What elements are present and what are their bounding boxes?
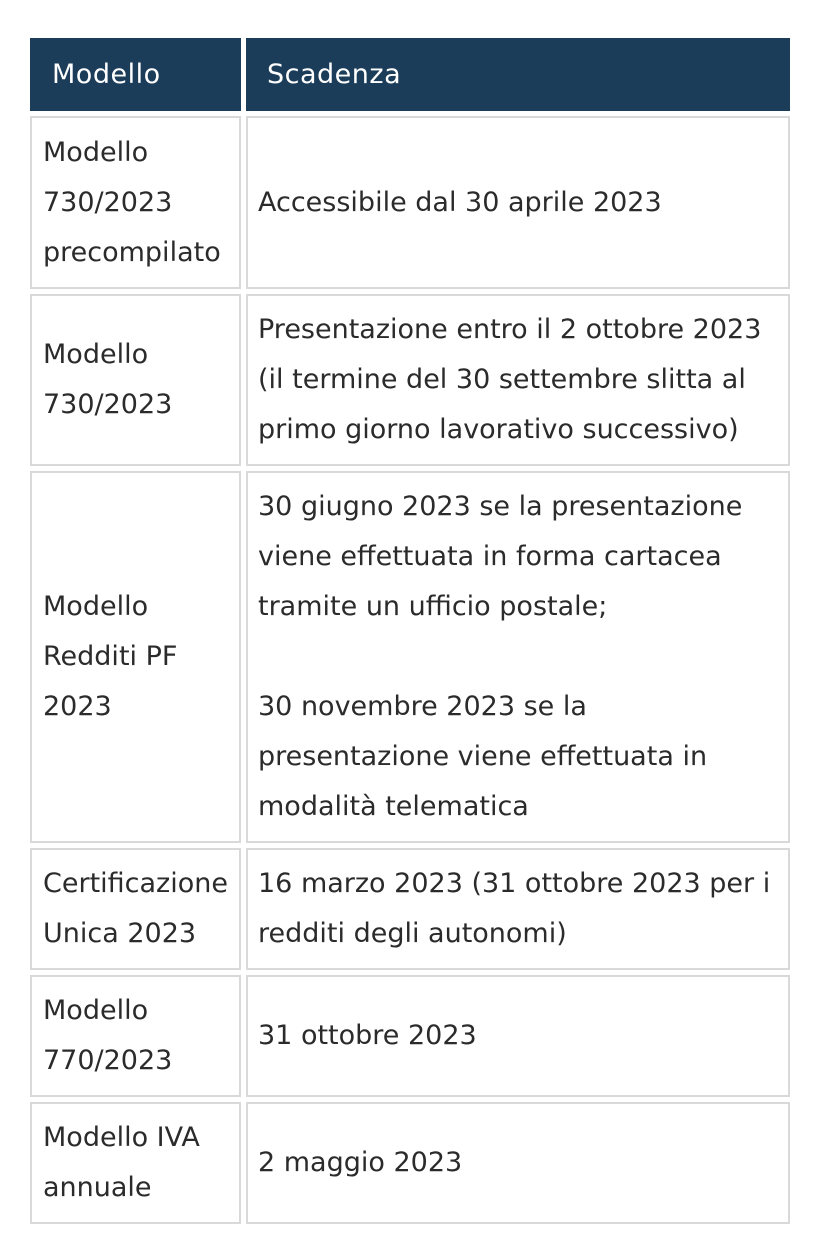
header-model: Modello [30, 38, 241, 111]
deadline-cell: 16 marzo 2023 (31 ottobre 2023 per i redditi degli autonomi) [246, 848, 790, 970]
model-cell: Certificazione Unica 2023 [30, 848, 241, 970]
deadline-cell: Accessibile dal 30 aprile 2023 [246, 116, 790, 289]
model-cell: Modello 770/2023 [30, 975, 241, 1097]
deadline-cell: 2 maggio 2023 [246, 1102, 790, 1224]
table-row [30, 975, 790, 1097]
header-deadline: Scadenza [246, 38, 790, 111]
table-row [30, 294, 790, 466]
deadlines-table [30, 38, 790, 1229]
table-row [30, 471, 790, 843]
model-cell: Modello 730/2023 precompilato [30, 116, 241, 289]
table-row [30, 116, 790, 289]
deadline-cell: 31 ottobre 2023 [246, 975, 790, 1097]
table-row [30, 1102, 790, 1224]
table-header-row [30, 38, 790, 111]
deadline-cell: 30 giugno 2023 se la presentazione viene effettuata in forma cartacea tramite un ufficio postale; 30 novembre 2023 se la presentazione viene effettuata in modalità telematica [246, 471, 790, 843]
deadline-cell: Presentazione entro il 2 ottobre 2023 (il termine del 30 settembre slitta al primo giorno lavorativo successivo) [246, 294, 790, 466]
model-cell: Modello Redditi PF 2023 [30, 471, 241, 843]
table-row [30, 848, 790, 970]
model-cell: Modello IVA annuale [30, 1102, 241, 1224]
model-cell: Modello 730/2023 [30, 294, 241, 466]
